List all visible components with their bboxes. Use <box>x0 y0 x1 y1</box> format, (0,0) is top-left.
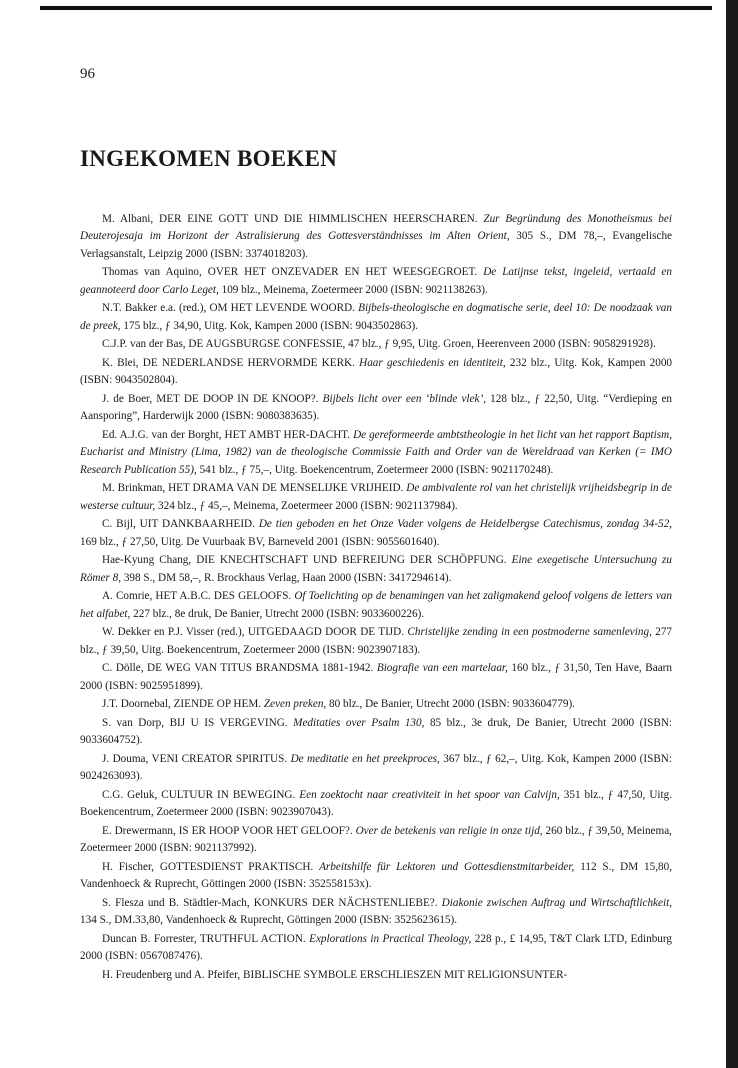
entry-tail: 324 blz., ƒ 45,–, Meinema, Zoetermeer 2000 (ISBN: 9021137984). <box>155 499 458 512</box>
entry-subtitle: Bijbels-theologische en dogmatische serie, deel 10: De noodzaak van de preek, <box>80 302 672 332</box>
book-entry <box>80 660 672 695</box>
entry-tail: 277 blz., ƒ 39,50, Uitg. Boekencentrum, Zoetermeer 2000 (ISBN: 9023907183). <box>80 626 673 656</box>
entry-subtitle: Meditaties over Psalm 130, <box>293 717 425 729</box>
entry-subtitle: De Latijnse tekst, ingeleid, vertaald en geannoteerd door Carlo Leget, <box>80 266 672 296</box>
entry-tail: 227 blz., 8e druk, De Banier, Utrecht 2000 (ISBN: 9033600226). <box>130 607 425 620</box>
page-number: 96 <box>80 66 95 82</box>
book-entry <box>80 516 672 551</box>
entry-head: Thomas van Aquino, OVER HET ONZEVADER EN HET WEESGEGROET. <box>102 266 484 279</box>
book-entry <box>80 264 672 299</box>
entry-subtitle: Haar geschiedenis en identiteit, <box>359 357 506 369</box>
entry-head: W. Dekker en P.J. Visser (red.), UITGEDAAGD DOOR DE TIJD. <box>102 626 408 639</box>
entry-subtitle: De ambivalente rol van het christelijk vrijheidsbegrip in de westerse cultuur, <box>80 482 672 512</box>
entry-tail: 160 blz., ƒ 31,50, Ten Have, Baarn 2000 (ISBN: 9025951899). <box>80 662 672 692</box>
book-entry <box>80 427 672 479</box>
entry-head: C. Dölle, DE WEG VAN TITUS BRANDSMA 1881-1942. <box>102 662 377 675</box>
entry-head: C.J.P. van der Bas, DE AUGSBURGSE CONFESSIE, 47 blz., ƒ 9,95, Uitg. Groen, Heerenveen 2000 (ISBN: 9058291928). <box>102 338 656 351</box>
entry-tail: 260 blz., ƒ 39,50, Meinema, Zoetermeer 2000 (ISBN: 9021137992). <box>80 825 672 855</box>
entry-tail: 109 blz., Meinema, Zoetermeer 2000 (ISBN: 9021138263). <box>218 283 488 296</box>
entry-head: M. Albani, DER EINE GOTT UND DIE HIMMLISCHEN HEERSCHAREN. <box>102 213 484 225</box>
entry-head: Hae-Kyung Chang, DIE KNECHTSCHAFT UND BEFREIUNG DER SCHÖPFUNG. <box>102 554 512 567</box>
entry-head: M. Brinkman, HET DRAMA VAN DE MENSELIJKE VRIJHEID. <box>102 482 407 495</box>
book-entry <box>80 715 672 750</box>
entry-subtitle: Een zoektocht naar creativiteit in het spoor van Calvijn, <box>299 789 560 801</box>
entry-head: H. Freudenberg und A. Pfeifer, BIBLISCHE SYMBOLE ERSCHLIESZEN MIT RELIGIONSUNTER- <box>102 969 568 981</box>
entry-tail: 112 S., DM 15,80, Vandenhoeck & Ruprecht, Göttingen 2000 (ISBN: 352558153x). <box>80 861 672 891</box>
book-list <box>80 211 672 986</box>
book-entry <box>80 336 672 353</box>
entry-tail: 85 blz., 3e druk, De Banier, Utrecht 2000 (ISBN: 9033604752). <box>80 717 673 747</box>
entry-subtitle: Explorations in Practical Theology, <box>309 933 472 945</box>
entry-head: J. Douma, VENI CREATOR SPIRITUS. <box>102 753 291 765</box>
entry-head: H. Fischer, GOTTESDIENST PRAKTISCH. <box>102 861 320 873</box>
book-entry <box>80 355 672 390</box>
entry-subtitle: Eine exegetische Untersuchung zu Römer 8, <box>80 554 672 584</box>
entry-head: A. Comrie, HET A.B.C. DES GELOOFS. <box>102 590 295 603</box>
page-edge-shadow <box>726 0 738 1068</box>
entry-tail: 80 blz., De Banier, Utrecht 2000 (ISBN: 9033604779). <box>326 698 575 711</box>
entry-head: J.T. Doornebal, ZIENDE OP HEM. <box>102 698 264 711</box>
page-title: INGEKOMEN BOEKEN <box>80 146 338 171</box>
entry-head: J. de Boer, MET DE DOOP IN DE KNOOP?. <box>102 393 323 405</box>
entry-subtitle: Over de betekenis van religie in onze tijd, <box>355 825 543 837</box>
entry-tail: 305 S., DM 78,–, Evangelische Verlagsanstalt, Leipzig 2000 (ISBN: 3374018203). <box>80 230 673 260</box>
book-entry <box>80 624 672 659</box>
book-entry <box>80 300 672 335</box>
book-entry <box>80 895 672 930</box>
entry-subtitle: Christelijke zending in een postmoderne samenleving, <box>407 626 652 639</box>
entry-head: Ed. A.J.G. van der Borght, HET AMBT HER-DACHT. <box>102 429 354 441</box>
entry-tail: 541 blz., ƒ 75,–, Uitg. Boekencentrum, Zoetermeer 2000 (ISBN: 9021170248). <box>196 463 554 476</box>
entry-tail: 128 blz., ƒ 22,50, Uitg. “Verdieping en Aansporing”, Harderwijk 2000 (ISBN: 9080383635). <box>80 393 673 423</box>
entry-head: S. van Dorp, BIJ U IS VERGEVING. <box>102 717 294 729</box>
book-entry <box>80 859 672 894</box>
top-border-rule <box>40 6 712 10</box>
entry-subtitle: Biografie van een martelaar, <box>376 662 508 675</box>
book-entry <box>80 787 672 822</box>
book-entry <box>80 211 672 263</box>
book-entry <box>80 552 672 587</box>
entry-head: C.G. Geluk, CULTUUR IN BEWEGING. <box>102 789 300 801</box>
book-entry <box>80 588 672 623</box>
entry-subtitle: Zur Begründung des Monotheismus bei Deuterojesaja im Horizont der Astralisierung des Gottesverständnisses im Alten Orient, <box>80 213 672 243</box>
book-entry <box>80 751 672 786</box>
entry-head: C. Bijl, UIT DANKBAARHEID. <box>102 518 259 531</box>
book-entry <box>80 967 672 984</box>
entry-head: S. Flesza und B. Städtler-Mach, KONKURS DER NÄCHSTENLIEBE?. <box>102 897 442 909</box>
entry-subtitle: De tien geboden en het Onze Vader volgens de Heidelbergse Catechismus, zondag 34-52, <box>258 518 672 531</box>
entry-tail: 134 S., DM.33,80, Vandenhoeck & Ruprecht, Göttingen 2000 (ISBN: 3525623615). <box>80 914 458 927</box>
book-entry <box>80 480 672 515</box>
entry-head: Duncan B. Forrester, TRUTHFUL ACTION. <box>102 933 310 945</box>
entry-subtitle: Arbeitshilfe für Lektoren und Gottesdienstmitarbeider, <box>319 861 575 873</box>
book-entry <box>80 823 672 858</box>
entry-tail: 169 blz., ƒ 27,50, Uitg. De Vuurbaak BV, Barneveld 2001 (ISBN: 9055601640). <box>80 535 440 548</box>
entry-tail: 228 p., £ 14,95, T&T Clark LTD, Edinburg 2000 (ISBN: 0567087476). <box>80 933 672 963</box>
entry-tail: 175 blz., ƒ 34,90, Uitg. Kok, Kampen 2000 (ISBN: 9043502863). <box>120 319 418 332</box>
entry-head: N.T. Bakker e.a. (red.), OM HET LEVENDE WOORD. <box>102 302 359 315</box>
entry-tail: 367 blz., ƒ 62,–, Uitg. Kok, Kampen 2000 (ISBN: 9024263093). <box>80 753 672 783</box>
book-entry <box>80 696 672 713</box>
entry-head: E. Drewermann, IS ER HOOP VOOR HET GELOOF?. <box>102 825 356 837</box>
entry-tail: 351 blz., ƒ 47,50, Uitg. Boekencentrum, Zoetermeer 2000 (ISBN: 9023907043). <box>80 789 673 819</box>
entry-subtitle: Of Toelichting op de benamingen van het zaligmakend geloof volgens de letters van het alfabet, <box>80 590 672 620</box>
entry-subtitle: Diakonie zwischen Auftrag und Wirtschaftlichkeit, <box>441 897 672 909</box>
entry-tail: 232 blz., Uitg. Kok, Kampen 2000 (ISBN: 9043502804). <box>80 357 673 387</box>
entry-head: K. Blei, DE NEDERLANDSE HERVORMDE KERK. <box>102 357 360 369</box>
entry-subtitle: Zeven preken, <box>263 698 327 711</box>
entry-subtitle: De gereformeerde ambtstheologie in het licht van het rapport Baptism, Eucharist and Ministry (Lima, 1982) van de theologische Commissie Faith and Order van de Wereldraad van Kerken (= IMO Research Publication 55), <box>80 429 672 476</box>
entry-subtitle: De meditatie en het preekproces, <box>290 753 440 765</box>
entry-tail: 398 S., DM 58,–, R. Brockhaus Verlag, Haan 2000 (ISBN: 3417294614). <box>121 571 452 584</box>
book-entry <box>80 391 672 426</box>
entry-subtitle: Bijbels licht over een ‘blinde vlek’, <box>322 393 486 405</box>
book-entry <box>80 931 672 966</box>
